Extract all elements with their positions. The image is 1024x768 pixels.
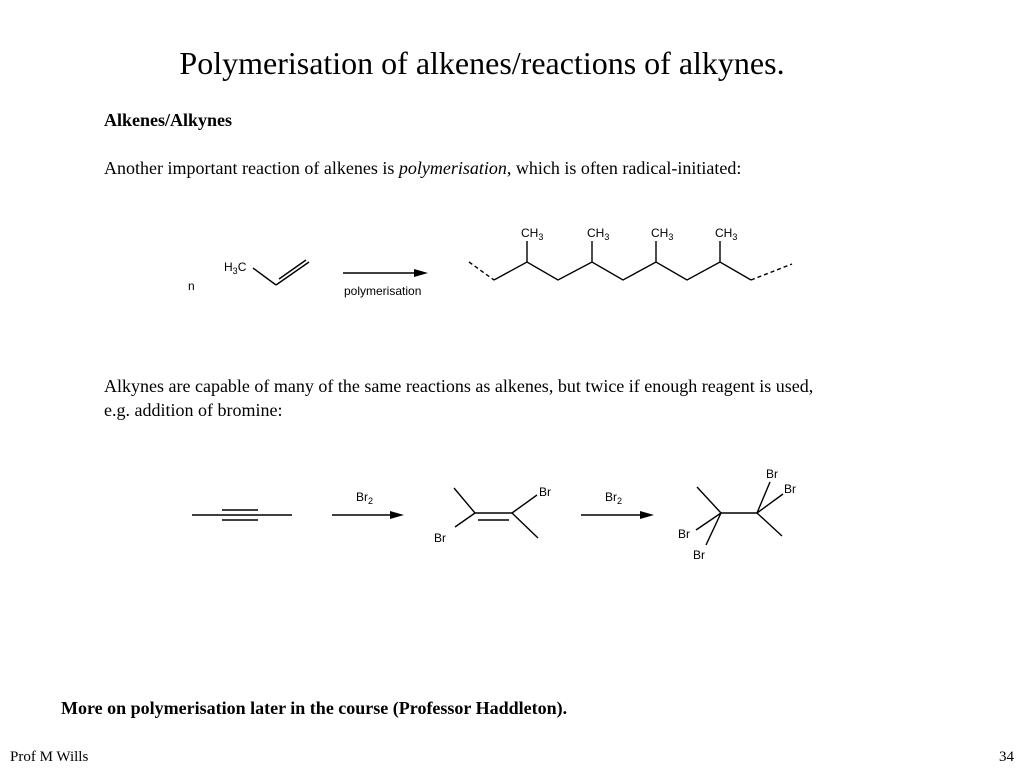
methyl-sub: 3	[232, 266, 238, 276]
propene-double-bond-a	[276, 262, 309, 285]
pendant-ch3-4: $CH_3$	[715, 226, 738, 242]
dibromo-br-top: Br	[539, 485, 551, 499]
pendant-ch3-1: $CH_3$	[521, 226, 544, 242]
chain-end-left	[469, 262, 494, 280]
slide-title: Polymerisation of alkenes/reactions of alkynes.	[179, 45, 785, 81]
footer-note: More on polymerisation later in the course (Professor Haddleton).	[61, 698, 568, 718]
dibromo-br-bond-left	[455, 513, 475, 527]
propene-structure	[188, 260, 309, 293]
propene-double-bond-b	[279, 260, 306, 279]
dibromoalkene-structure	[434, 485, 551, 545]
propene-single-bond	[253, 268, 276, 285]
tetra-br-top1: Br	[766, 467, 778, 481]
tetra-methyl-left	[697, 487, 721, 513]
tetrabromoalkane-structure	[678, 467, 796, 562]
dibromo-br-bottom: Br	[434, 531, 446, 545]
tetra-br-top2: Br	[784, 482, 796, 496]
chain-backbone	[494, 262, 751, 280]
polymerisation-arrow	[343, 269, 428, 298]
bromination-arrow-2	[581, 490, 654, 519]
pendant-ch3-3: $CH_3$	[651, 226, 674, 242]
tetra-methyl-right	[757, 513, 782, 536]
dibromo-methyl-left	[454, 488, 475, 513]
pendant-ch3-2: $CH_3$	[587, 226, 610, 242]
reagent-br2-2: $Br_2$	[605, 490, 623, 506]
bromination-arrow-1	[332, 490, 404, 519]
methyl-c: C	[237, 260, 247, 274]
methyl-label	[224, 260, 247, 276]
para1-text-after: , which is often radical-initiated:	[506, 158, 742, 178]
polypropylene-chain	[469, 226, 792, 280]
tetra-br-bottom1: Br	[678, 527, 690, 541]
para1-text-before: Another important reaction of alkenes is	[104, 158, 399, 178]
para1-emphasis: polymerisation	[398, 158, 507, 178]
section-heading: Alkenes/Alkynes	[104, 110, 233, 130]
chain-end-right	[751, 264, 792, 280]
alkyne-structure	[192, 510, 292, 520]
tetra-br-bottom2: Br	[693, 548, 705, 562]
dibromo-br-bond-right	[512, 495, 537, 513]
stoich-n: n	[188, 279, 195, 293]
reagent-br2-1: $Br_2$	[356, 490, 374, 506]
paragraph-alkynes: Alkynes are capable of many of the same reactions as alkenes, but twice if enough reagent is used, e.g. addition of bromine:	[104, 376, 814, 420]
page-number: 34	[999, 749, 1014, 765]
polymerisation-label: polymerisation	[344, 284, 422, 298]
author-label: Prof M Wills	[10, 749, 89, 765]
dibromo-methyl-right	[512, 513, 538, 538]
methyl-h: H	[224, 260, 233, 274]
